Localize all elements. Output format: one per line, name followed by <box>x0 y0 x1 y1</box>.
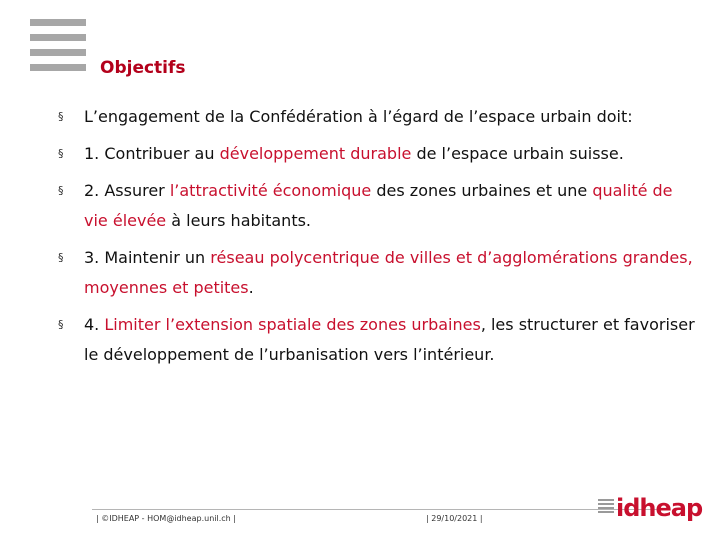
bullet-text: de l’espace urbain suisse. <box>411 144 624 163</box>
bullet-item <box>58 310 698 370</box>
bullet-text: 4. <box>84 315 105 334</box>
logo-bar <box>30 49 86 56</box>
logo-bar <box>30 34 86 41</box>
bullet-list <box>58 102 698 377</box>
idheap-wordmark: idheap <box>616 494 703 522</box>
header-logo-bars <box>30 19 86 79</box>
bullet-text: 1. Contribuer au <box>84 144 220 163</box>
highlighted-text: réseau polycentrique de villes et d’agglomérations grandes, moyennes et petites <box>84 248 693 297</box>
highlighted-text: l’attractivité économique <box>169 181 372 200</box>
bullet-item <box>58 102 698 132</box>
bullet-item <box>58 243 698 303</box>
bullet-marker: § <box>58 251 64 264</box>
footer-date: | 29/10/2021 | <box>426 514 483 523</box>
bullet-item <box>58 139 698 169</box>
bullet-marker: § <box>58 147 64 160</box>
bullet-text: 2. Assurer <box>84 181 170 200</box>
logo-bar <box>30 19 86 26</box>
highlighted-text: Limiter l’extension spatiale des zones urbaines <box>104 315 481 334</box>
bullet-text: , les structurer et favoriser le développement de l’urbanisation vers l’intérieur. <box>84 315 695 364</box>
bullet-marker: § <box>58 110 64 123</box>
bullet-marker: § <box>58 184 64 197</box>
footer-copyright: | ©IDHEAP - HOM@idheap.unil.ch | <box>96 514 236 523</box>
logo-bar <box>30 64 86 71</box>
footer-divider <box>92 509 665 510</box>
bullet-marker: § <box>58 318 64 331</box>
bullet-text: 3. Maintenir un <box>84 248 211 267</box>
bullet-text: à leurs habitants. <box>166 211 312 230</box>
highlighted-text: développement durable <box>219 144 412 163</box>
bullet-text: des zones urbaines et une <box>371 181 593 200</box>
bullet-text: . <box>248 278 254 297</box>
bullet-item <box>58 176 698 236</box>
slide-title: Objectifs <box>100 58 186 78</box>
bullet-text: L’engagement de la Confédération à l’égard de l’espace urbain doit: <box>84 107 633 126</box>
idheap-logo <box>598 494 703 522</box>
highlighted-text: qualité de vie élevée <box>84 181 673 230</box>
idheap-stripes-icon <box>598 499 614 515</box>
